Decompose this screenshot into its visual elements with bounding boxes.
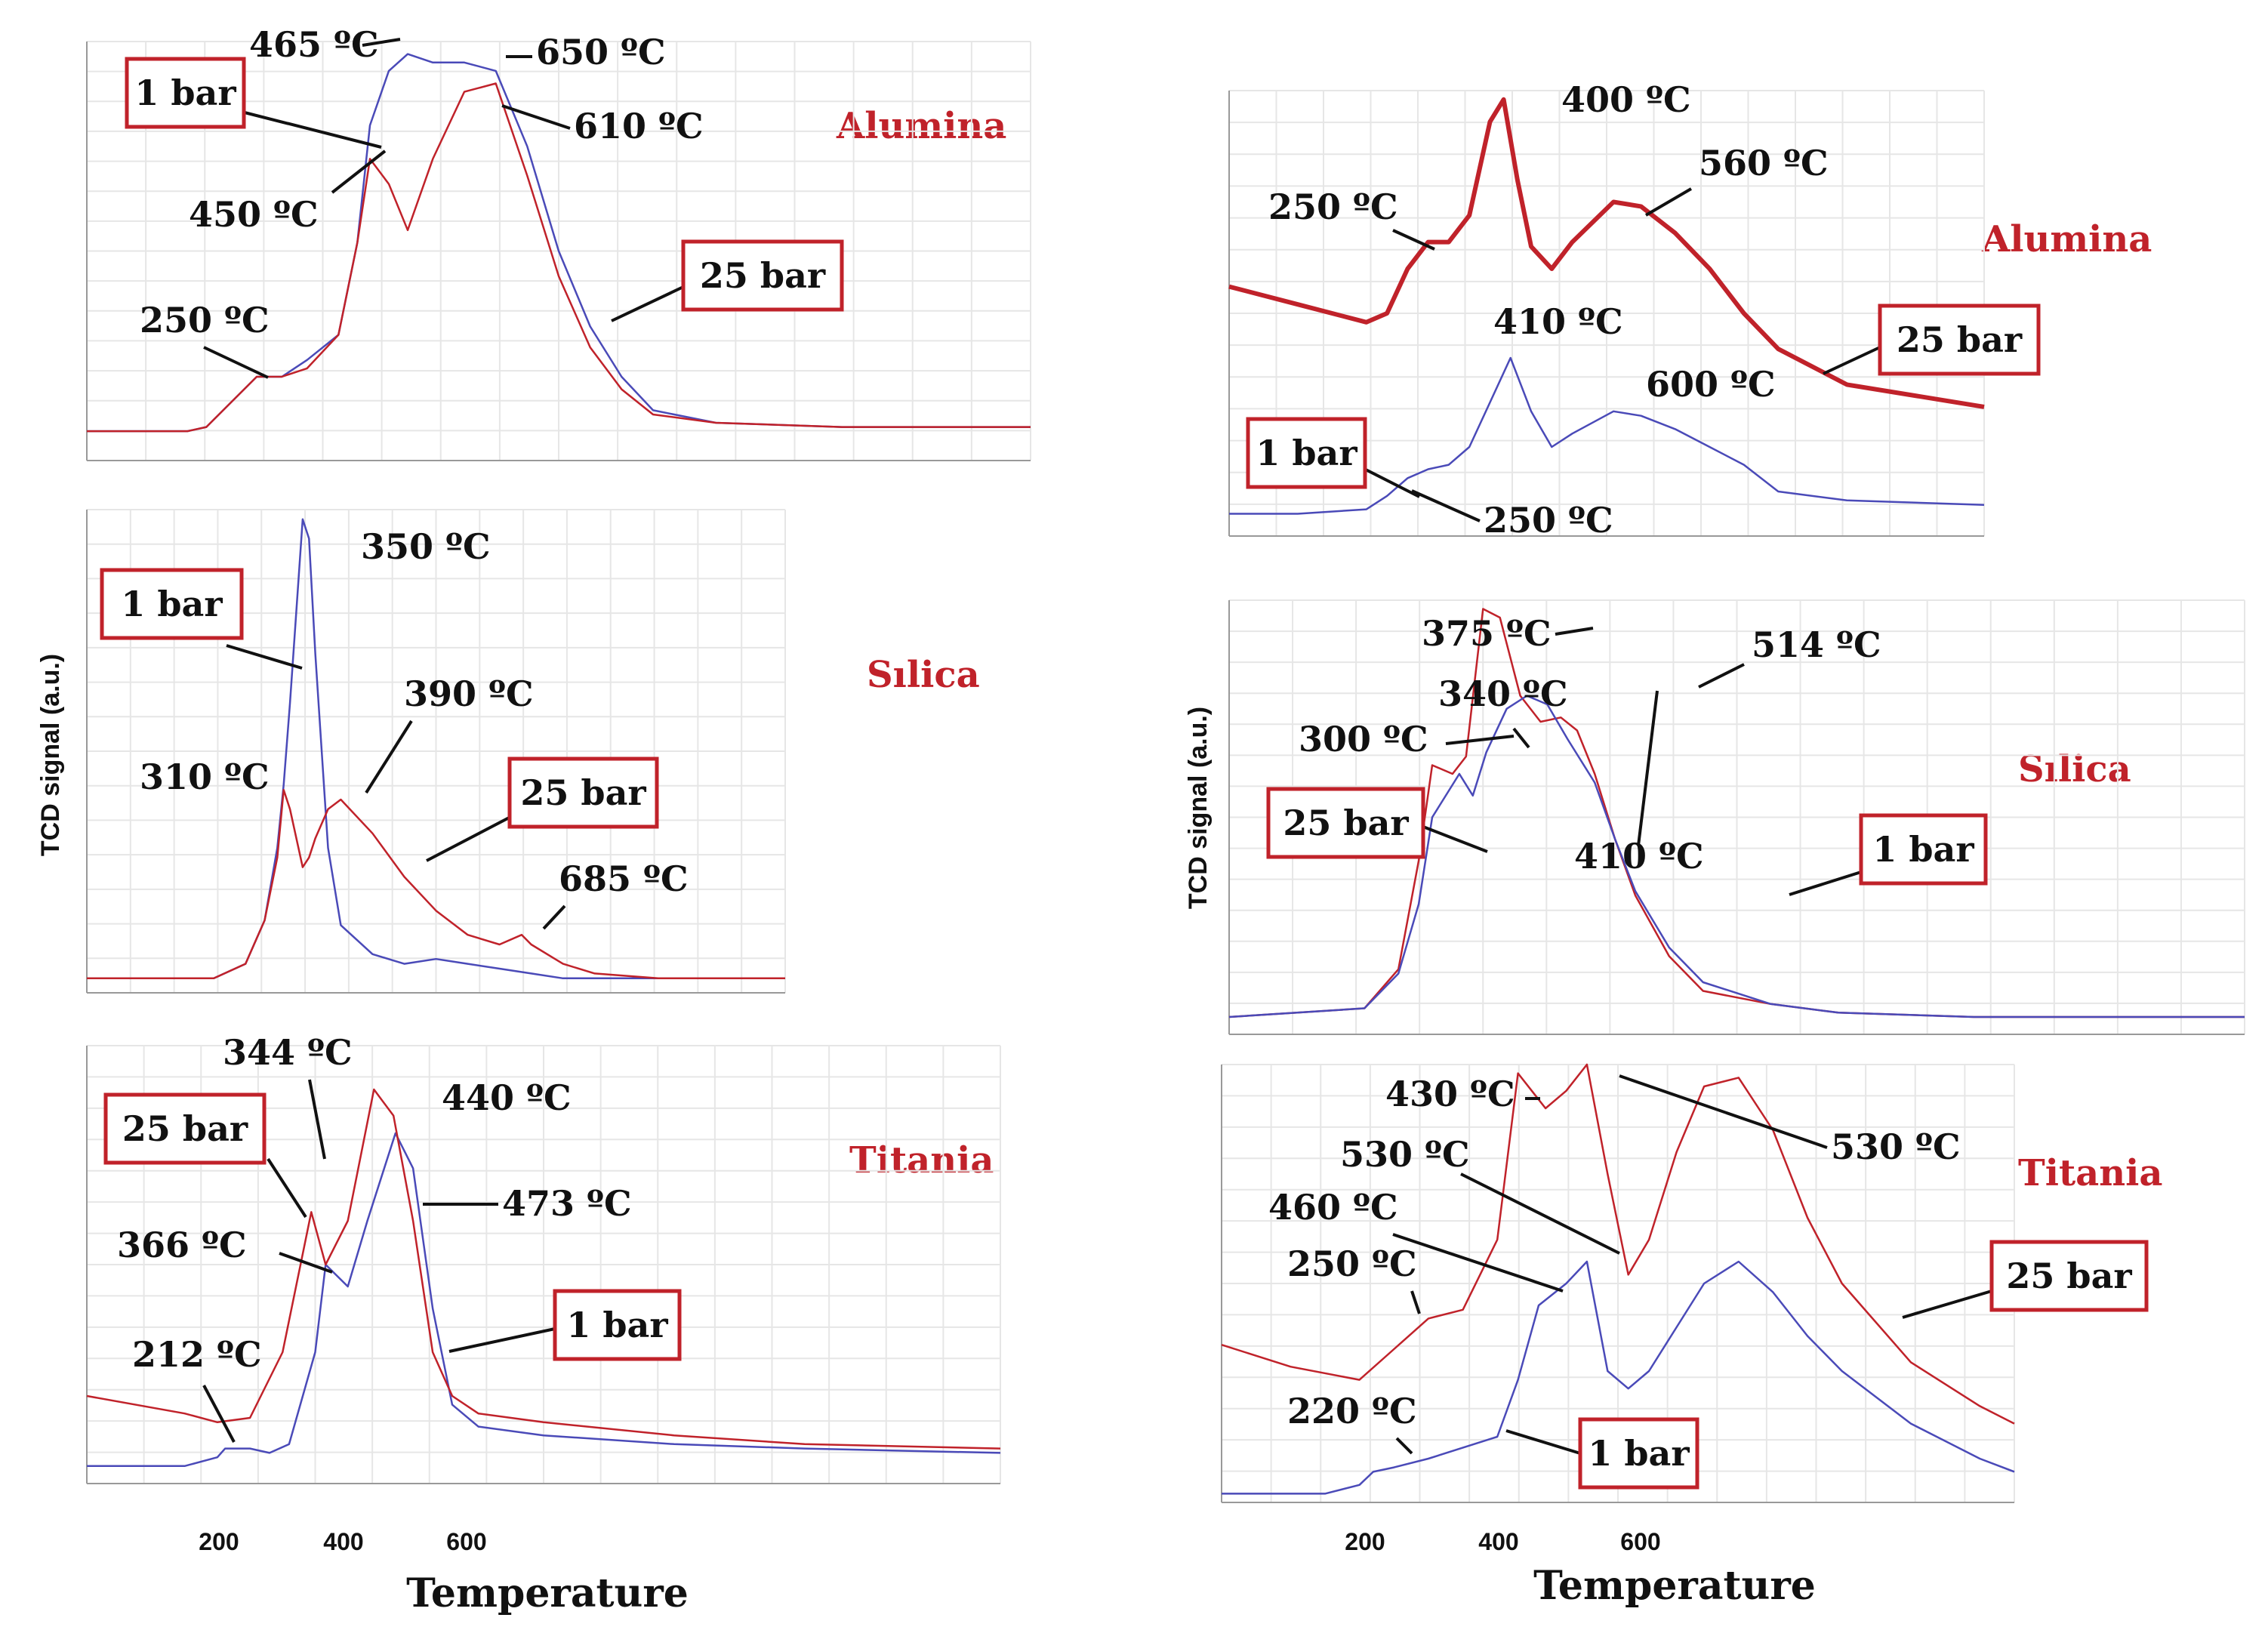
peak-annotation: 366 ºC [117,1225,247,1265]
peak-annotation: 375 ºC [1422,613,1552,654]
annotation-leader [1446,736,1514,744]
y-axis-label-left: TCD signal (a.u.) [36,653,65,857]
pressure-label: 25 bar [122,1108,248,1149]
pressure-label: 25 bar [520,772,646,813]
label-leader [1823,347,1880,374]
annotation-leader [1646,189,1691,215]
peak-annotation: 430 ºC [1385,1074,1515,1114]
annotation-leader [204,347,268,377]
annotation-leader [332,151,385,193]
peak-annotation: 450 ºC [189,194,319,235]
peak-annotation: 610 ºC [574,106,704,146]
peak-annotation: 300 ºC [1299,719,1428,760]
peak-annotation: 685 ºC [559,858,689,899]
x-tick-label: 400 [323,1528,364,1555]
peak-annotation: 410 ºC [1574,836,1704,877]
peak-annotation: 600 ºC [1646,364,1776,405]
annotation-leader [1412,1291,1419,1314]
material-label-titania-left: Titania [849,1139,994,1182]
annotation-leader [502,106,570,128]
peak-annotation: 340 ºC [1438,673,1568,714]
annotation-leader [1461,1174,1619,1253]
annotation-leader [1638,691,1657,846]
annotation-leader [1393,230,1434,249]
peak-annotation: 212 ºC [132,1334,262,1375]
material-label-titania-right: Titania [2018,1152,2163,1194]
label-leader [612,287,683,321]
material-label-alumina-left: Alumina [837,105,1007,147]
pressure-label: 1 bar [1588,1433,1690,1474]
pressure-label: 1 bar [1872,829,1974,870]
label-leader [242,112,381,147]
pressure-label: 1 bar [1256,433,1357,473]
annotation-leader [1619,1076,1827,1148]
peak-annotation: 400 ºC [1561,79,1691,120]
x-tick-label: 200 [1345,1528,1385,1555]
peak-annotation: 310 ºC [140,756,270,797]
peak-annotation: 350 ºC [361,526,491,567]
pressure-label: 25 bar [1283,803,1409,843]
pressure-label: 25 bar [1896,319,2023,360]
peak-annotation: 473 ºC [502,1183,632,1224]
peak-annotation: 250 ºC [140,300,270,340]
annotation-leader [310,1080,325,1159]
peak-annotation: 514 ºC [1752,624,1881,665]
label-leader [226,646,302,668]
label-leader [268,1159,306,1217]
material-label-silica-left: Sılica [867,654,980,696]
label-leader [449,1329,555,1351]
material-label-alumina-right: Alumina [1982,218,2152,260]
pressure-label: 25 bar [2006,1256,2132,1296]
pressure-label: 25 bar [699,255,826,296]
y-axis-label-right: TCD signal (a.u.) [1184,706,1213,910]
peak-annotation: 530 ºC [1340,1134,1470,1175]
annotation-leader [204,1385,234,1442]
peak-annotation: 344 ºC [223,1032,353,1073]
peak-annotation: 460 ºC [1268,1187,1398,1228]
annotation-leader [1393,1234,1563,1291]
peak-annotation: 390 ºC [404,673,534,714]
material-label-silica-right: Sılica [2018,748,2131,790]
peak-annotation: 410 ºC [1493,301,1623,342]
annotation-leader [544,906,565,929]
peak-annotation: 250 ºC [1268,186,1398,227]
x-tick-label: 400 [1478,1528,1519,1555]
annotation-leader [1412,491,1480,521]
x-axis-label-left: Temperature [406,1570,689,1616]
pressure-label: 1 bar [566,1305,668,1345]
x-tick-label: 200 [199,1528,239,1555]
peak-annotation: 530 ºC [1831,1126,1961,1167]
peak-annotation: 560 ºC [1699,143,1829,183]
annotation-leader [366,721,411,793]
peak-annotation: 440 ºC [442,1077,572,1118]
label-leader [427,815,513,861]
peak-annotation: 250 ºC [1484,500,1613,541]
x-axis-label-right: Temperature [1533,1563,1816,1609]
peak-annotation: 465 ºC [249,24,379,65]
peak-annotation: 220 ºC [1287,1391,1417,1431]
x-tick-label: 600 [446,1528,487,1555]
peak-annotation: 250 ºC [1287,1243,1417,1284]
pressure-label: 1 bar [121,584,223,624]
x-tick-label: 600 [1620,1528,1661,1555]
peak-annotation: 650 ºC [536,32,666,72]
pressure-label: 1 bar [134,72,236,113]
annotation-leader [1514,729,1529,747]
